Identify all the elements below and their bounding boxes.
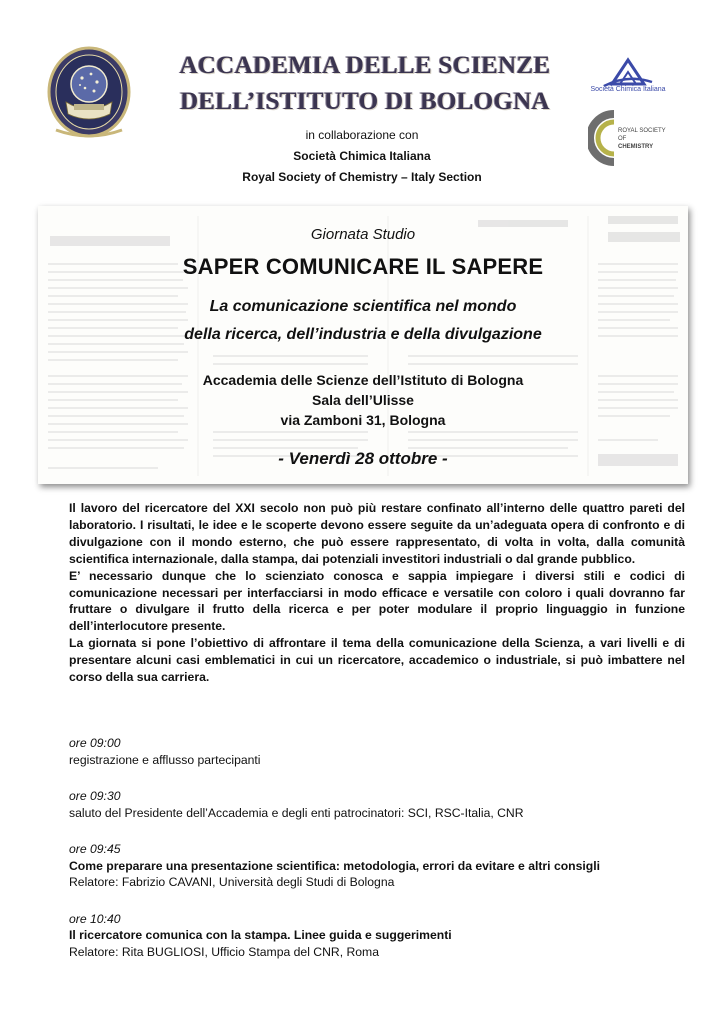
schedule-speaker: Relatore: Rita BUGLIOSI, Ufficio Stampa del CNR, Roma [69,944,379,959]
collaboration-intro: in collaborazione con [305,128,419,142]
intro-paragraph-2: E’ necessario dunque che lo scienziato conosca e sappia impiegare i diversi stili e codici di comunicazione necessari per interfacciarsi in modo efficace e versatile con coloro i quali dovranno far fruttare o divulgare il frutto della ricerca e per poter modulare il proprio linguaggio in funzione dell’interlocutore presente. [69,568,685,634]
schedule-topic: saluto del Presidente dell’Accademia e degli enti patrocinatori: SCI, RSC-Italia, CNR [69,805,524,820]
event-subtitle-line-2: della ricerca, dell’industria e della divulgazione [184,326,542,343]
collaboration-partner-rsc: Royal Society of Chemistry – Italy Section [242,170,482,184]
schedule-topic: Come preparare una presentazione scientifica: metodologia, errori da evitare e altri consigli [69,858,600,873]
sci-logo-label: Società Chimica Italiana [590,86,666,93]
intro-paragraph-1: Il lavoro del ricercatore del XXI secolo non può più restare confinato all’interno delle quattro pareti del laboratorio. I risultati, le idee e le scoperte devono essere seguite da un’adeguata opera di confronto e di divulgazione con il mondo esterno, che può essere rappresentato, di volta in volta, dalla comunità scientifica internazionale, dalla stampa, dai potenziali investitori industriali o dal grande pubblico. [69,501,685,566]
rsc-logo-text-1: ROYAL SOCIETY [618,128,666,134]
title-line-2: DELL’ISTITUTO DI BOLOGNA [180,88,550,115]
academy-title [150,48,580,120]
schedule-time: ore 09:45 [69,842,121,856]
event-banner [38,206,688,484]
schedule-time: ore 09:30 [69,789,121,803]
title-line-1: ACCADEMIA DELLE SCIENZE [179,52,551,79]
event-kicker: Giornata Studio [310,226,416,243]
collaboration-partner-sci: Società Chimica Italiana [293,149,431,163]
schedule-item [69,788,689,821]
rsc-logo-text-2: OF [618,136,627,142]
intro-paragraph-3: La giornata si pone l’obiettivo di affrontare il tema della comunicazione della Scienza, a vari livelli e di presentare alcuni casi emblematici in cui un ricercatore, accademico o industriale, si può imbattere nel corso della sua carriera. [69,636,685,685]
schedule-item [69,911,689,961]
rsc-logo-text-3: CHEMISTRY [618,144,654,150]
schedule-topic: Il ricercatore comunica con la stampa. Linee guida e suggerimenti [69,928,452,942]
event-title: SAPER COMUNICARE IL SAPERE [182,254,544,279]
schedule [69,735,689,980]
schedule-item [69,841,689,891]
intro-text [69,500,685,686]
venue-room: Sala dell’Ulisse [312,392,414,408]
schedule-speaker: Relatore: Fabrizio CAVANI, Università degli Studi di Bologna [69,875,395,889]
venue-name: Accademia delle Scienze dell’Istituto di Bologna [202,372,524,388]
schedule-time: ore 09:00 [69,736,121,750]
schedule-time: ore 10:40 [69,911,121,926]
schedule-topic: registrazione e afflusso partecipanti [69,752,261,767]
event-date: - Venerdì 28 ottobre - [278,449,448,468]
venue-address: via Zamboni 31, Bologna [280,412,446,428]
schedule-item [69,735,689,768]
event-subtitle-line-1: La comunicazione scientifica nel mondo [209,298,517,315]
